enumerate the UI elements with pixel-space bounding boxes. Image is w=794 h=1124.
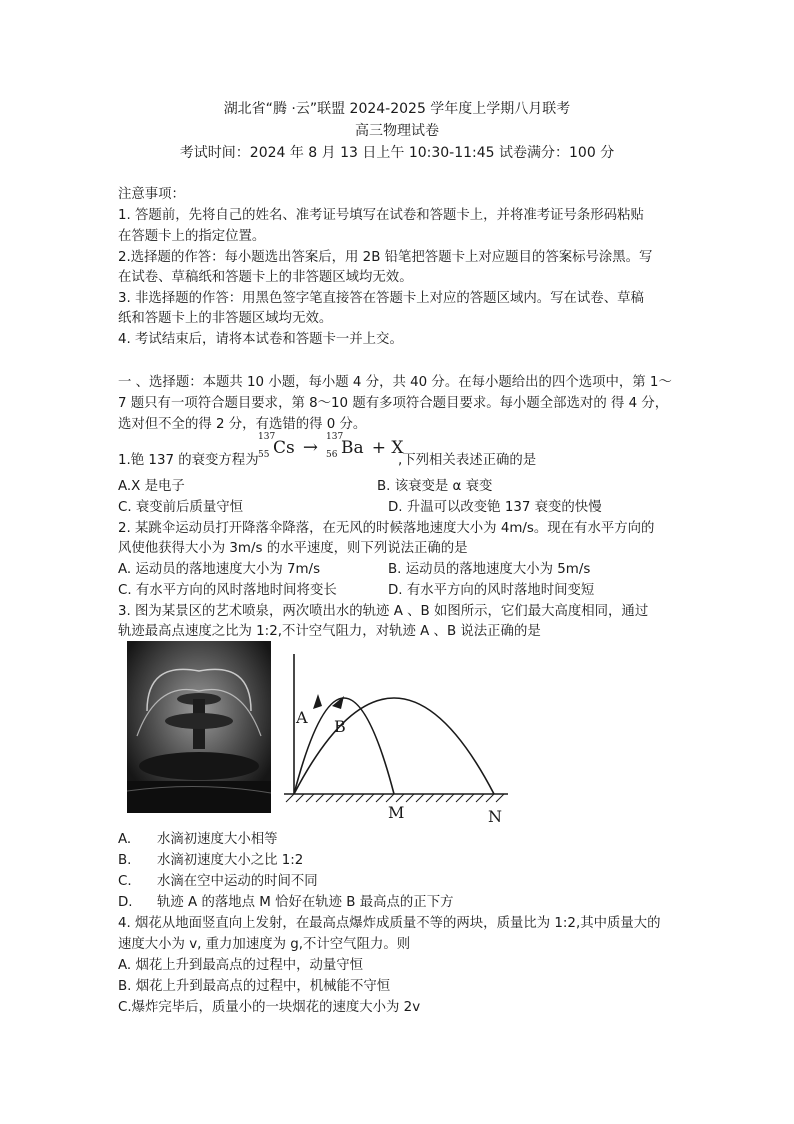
q2-stem: 2. 某跳伞运动员打开降落伞降落，在无风的时候落地速度大小为 4m/s。现在有水平方向的 (118, 521, 655, 536)
section-intro: 选对但不全的得 2 分，有选错的得 0 分。 (118, 417, 367, 432)
q3-option: A. 水滴初速度大小相等 (118, 832, 278, 847)
q4-stem: 4. 烟花从地面竖直向上发射，在最高点爆炸成质量不等的两块，质量比为 1:2,其中质量大的 (118, 916, 661, 931)
trajectory-a (294, 698, 394, 794)
label-m: M (388, 803, 405, 822)
q1-option-a: A.X 是电子 (118, 479, 185, 494)
ba-mass-number: 137 (326, 432, 344, 442)
notice-line: 1. 答题前，先将自己的姓名、准考证号填写在试卷和答题卡上，并将准考证号条形码粘贴 (118, 208, 644, 223)
label-b: B (334, 717, 346, 736)
cesium-nuclide (258, 432, 295, 460)
q2-option-c: C. 有水平方向的风时落地时间将变长 (118, 583, 337, 598)
q3-stem: 轨迹最高点速度之比为 1:2,不计空气阻力，对轨迹 A 、B 说法正确的是 (118, 624, 541, 639)
q1-stem-after: ,下列相关表述正确的是 (398, 453, 537, 468)
q4-option-b: B. 烟花上升到最高点的过程中，机械能不守恒 (118, 979, 391, 994)
exam-info: 考试时间：2024 年 8 月 13 日上午 10:30-11:45 试卷满分：100 分 (179, 145, 615, 161)
q4-stem: 速度大小为 v, 重力加速度为 g,不计空气阻力。则 (118, 937, 411, 952)
cs-mass-number: 137 (258, 432, 276, 442)
section-intro: 7 题只有一项符合题目要求，第 8～10 题有多项符合题目要求。每小题全部选对的 得 4 分， (118, 396, 669, 411)
q3-stem: 3. 图为某景区的艺术喷泉，两次喷出水的轨迹 A 、B 如图所示，它们最大高度相同，通过 (118, 604, 649, 619)
notice-line: 在试卷、草稿纸和答题卡上的非答题区域均无效。 (118, 270, 413, 285)
q3-option: B. 水滴初速度大小之比 1:2 (118, 853, 304, 868)
label-a: A (296, 708, 308, 727)
cs-atomic-number: 55 (258, 450, 270, 460)
exam-title: 湖北省“腾 ·云”联盟 2024-2025 学年度上学期八月联考 (223, 101, 571, 117)
q2-option-b: B. 运动员的落地速度大小为 5m/s (388, 562, 591, 577)
arrow-a-icon (313, 694, 322, 709)
plus-x: + X (371, 438, 404, 458)
q3-option: C. 水滴在空中运动的时间不同 (118, 874, 318, 889)
notice-line: 4. 考试结束后，请将本试卷和答题卡一并上交。 (118, 332, 403, 347)
decay-equation (258, 432, 404, 460)
q1-stem-before: 1.铯 137 的衰变方程为 (118, 453, 259, 468)
notice-line: 在答题卡上的指定位置。 (118, 229, 266, 244)
cs-symbol: Cs (273, 438, 295, 458)
q4-option-c: C.爆炸完毕后，质量小的一块烟花的速度大小为 2v (118, 1000, 421, 1015)
q4-option-a: A. 烟花上升到最高点的过程中，动量守恒 (118, 958, 364, 973)
q2-option-a: A. 运动员的落地速度大小为 7m/s (118, 562, 321, 577)
q1-option-d: D. 升温可以改变铯 137 衰变的快慢 (388, 500, 602, 515)
notice-line: 纸和答题卡上的非答题区域均无效。 (118, 311, 333, 326)
section-intro: 一 、选择题：本题共 10 小题，每小题 4 分，共 40 分。在每小题给出的四个选项中，第 1～ (118, 375, 672, 390)
barium-nuclide (326, 432, 364, 460)
ba-atomic-number: 56 (326, 450, 338, 460)
label-n: N (488, 807, 502, 826)
notice-heading: 注意事项： (118, 187, 185, 202)
q2-option-d: D. 有水平方向的风时落地时间变短 (388, 583, 595, 598)
trajectory-diagram (280, 646, 520, 826)
q2-stem: 风使他获得大小为 3m/s 的水平速度，则下列说法正确的是 (118, 541, 468, 556)
q1-option-c: C. 衰变前后质量守恒 (118, 500, 243, 515)
arrow-icon: → (302, 437, 318, 458)
ba-symbol: Ba (341, 438, 364, 458)
q3-option: D. 轨迹 A 的落地点 M 恰好在轨迹 B 最高点的正下方 (118, 895, 454, 910)
notice-line: 3. 非选择题的作答：用黑色签字笔直接答在答题卡上对应的答题区域内。写在试卷、草稿 (118, 291, 644, 306)
notice-line: 2.选择题的作答：每小题选出答案后，用 2B 铅笔把答题卡上对应题目的答案标号涂黑。写 (118, 250, 653, 265)
exam-subtitle: 高三物理试卷 (355, 123, 439, 139)
q1-option-b: B. 该衰变是 α 衰变 (377, 479, 493, 494)
fountain-photo (127, 641, 271, 813)
